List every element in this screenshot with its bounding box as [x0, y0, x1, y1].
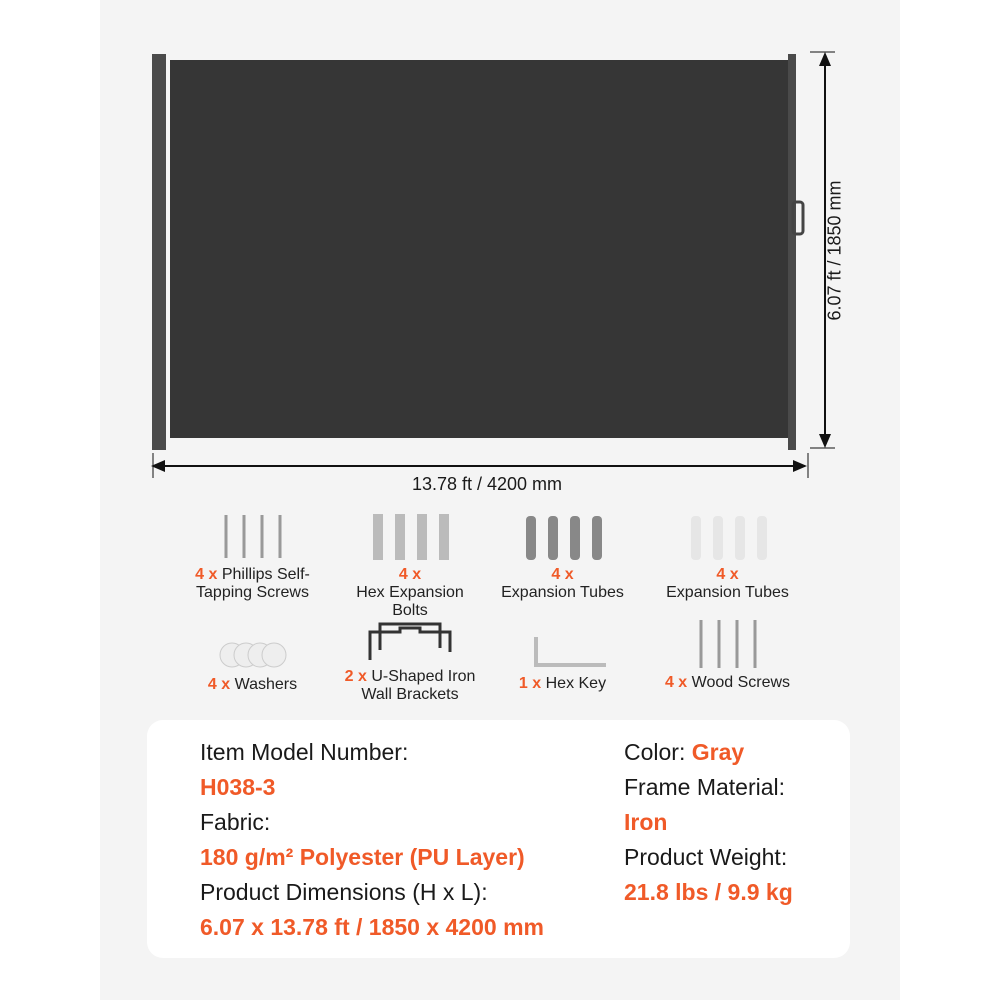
height-dimension: 6.07 ft / 1850 mm — [824, 180, 845, 321]
white-anchor-icon — [683, 510, 773, 560]
fabric-label: Fabric: — [200, 809, 271, 835]
accessory-item: 4 x Expansion Tubes — [655, 510, 800, 602]
screw-icon — [213, 510, 293, 560]
washer-icon — [218, 640, 288, 670]
accessory-item: 4 x Wood Screws — [650, 618, 805, 692]
accessory-item: 4 x Phillips Self-Tapping Screws — [190, 510, 315, 602]
accessory-item: 4 x Expansion Tubes — [490, 510, 635, 602]
frame-label: Frame Material: — [624, 774, 786, 800]
bracket-icon — [360, 620, 460, 662]
gray-anchor-icon — [518, 510, 608, 560]
spec-right — [624, 735, 793, 910]
width-dimension: 13.78 ft / 4200 mm — [411, 474, 563, 494]
model-value: H038-3 — [200, 774, 276, 800]
accessory-item: 4 x Hex Expansion Bolts — [340, 510, 480, 620]
hex-key-icon — [518, 635, 608, 669]
dimension-lines — [145, 48, 845, 478]
weight-value: 21.8 lbs / 9.9 kg — [624, 879, 793, 905]
fabric-value: 180 g/m² Polyester (PU Layer) — [200, 844, 525, 870]
color-label: Color: — [624, 739, 686, 765]
spec-card — [147, 720, 850, 958]
accessory-item: 1 x Hex Key — [505, 635, 620, 693]
accessory-item: 2 x U-Shaped Iron Wall Brackets — [335, 620, 485, 704]
frame-value: Iron — [624, 809, 668, 835]
wood-screw-icon — [688, 618, 768, 668]
spec-left — [200, 735, 544, 945]
weight-label: Product Weight: — [624, 844, 788, 870]
bolt-icon — [365, 510, 455, 560]
dims-value: 6.07 x 13.78 ft / 1850 x 4200 mm — [200, 914, 544, 940]
color-value: Gray — [691, 739, 745, 765]
accessory-item: 4 x Washers — [190, 640, 315, 694]
dims-label: Product Dimensions (H x L): — [200, 879, 488, 905]
model-label: Item Model Number: — [200, 739, 409, 765]
